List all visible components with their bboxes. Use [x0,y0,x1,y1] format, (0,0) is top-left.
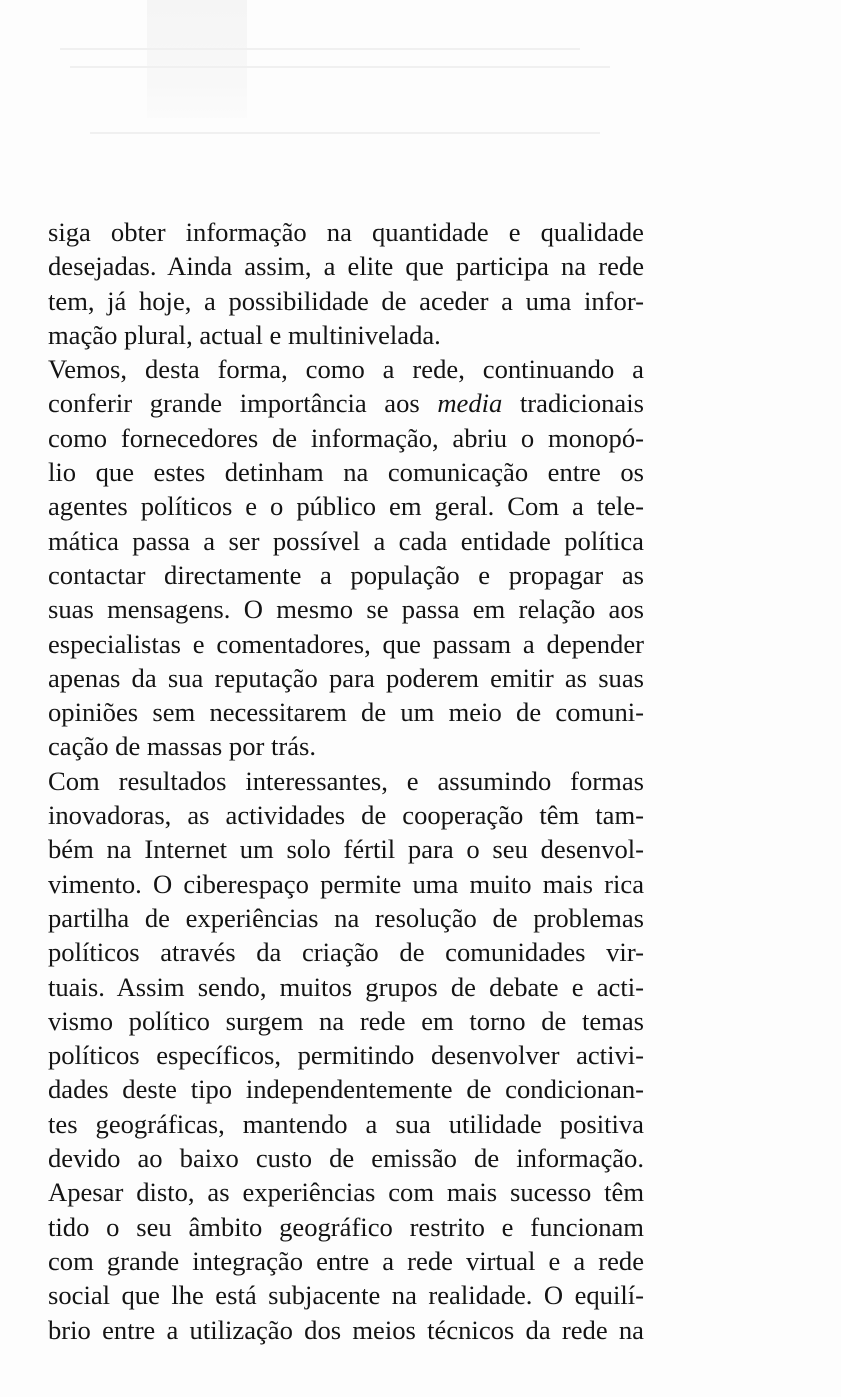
text-line: Vemos, desta forma, como a rede, continuando a [48,354,644,385]
italic-term: media [437,388,503,419]
text-line: mática passa a ser possível a cada entidade política [48,525,644,556]
text-line: desejadas. Ainda assim, a elite que participa na rede [48,251,644,282]
text-run: tradicionais [502,388,644,419]
text-line: com grande integração entre a rede virtual e a rede [48,1245,644,1276]
text-line: tes geográficas, mantendo a sua utilidade positiva [48,1108,644,1139]
text-line: social que lhe está subjacente na realidade. O equilí- [48,1280,644,1311]
text-line: partilha de experiências na resolução de problemas [48,902,644,933]
text-line: apenas da sua reputação para poderem emitir as suas [48,662,644,693]
text-line: contactar directamente a população e propagar as [48,559,644,590]
text-line: bém na Internet um solo fértil para o seu desenvol- [48,834,644,865]
text-line: cação de massas por trás. [48,731,317,762]
show-through-line [60,48,580,50]
text-line: opiniões sem necessitarem de um meio de comuni- [48,697,644,728]
show-through-line [90,132,600,134]
text-line: inovadoras, as actividades de cooperação têm tam- [48,800,644,831]
show-through-line [70,66,610,68]
text-line: agentes políticos e o público em geral. Com a tele- [48,491,644,522]
text-line: brio entre a utilização dos meios técnicos da rede na [48,1314,644,1345]
text-line: devido ao baixo custo de emissão de informação. [48,1143,644,1174]
text-line: políticos específicos, permitindo desenvolver activi- [48,1040,644,1071]
text-line: lio que estes detinham na comunicação entre os [48,457,644,488]
text-line: tuais. Assim sendo, muitos grupos de debate e acti- [48,971,644,1002]
text-line: suas mensagens. O mesmo se passa em relação aos [48,594,644,625]
text-line: políticos através da criação de comunidades vir- [48,937,644,968]
text-line: tem, já hoje, a possibilidade de aceder a uma infor- [48,285,644,316]
text-line: Com resultados interessantes, e assumindo formas [48,765,644,796]
text-line: siga obter informação na quantidade e qualidade [48,217,644,247]
show-through-shadow [147,0,247,118]
text-line: vismo político surgem na rede em torno de temas [48,1005,644,1036]
text-line: como fornecedores de informação, abriu o monopó- [48,422,644,453]
text-line: tido o seu âmbito geográfico restrito e funcionam [48,1211,644,1242]
text-line: dades deste tipo independentemente de condicionan- [48,1074,644,1105]
text-line: vimento. O ciberespaço permite uma muito mais rica [48,868,644,899]
text-line [48,386,644,420]
text-line: mação plural, actual e multinivelada. [48,319,441,350]
text-run: conferir grande importância aos [48,388,438,419]
text-line: Apesar disto, as experiências com mais sucesso têm [48,1177,644,1208]
text-line: especialistas e comentadores, que passam a depender [48,628,644,659]
body-text [48,215,644,1347]
